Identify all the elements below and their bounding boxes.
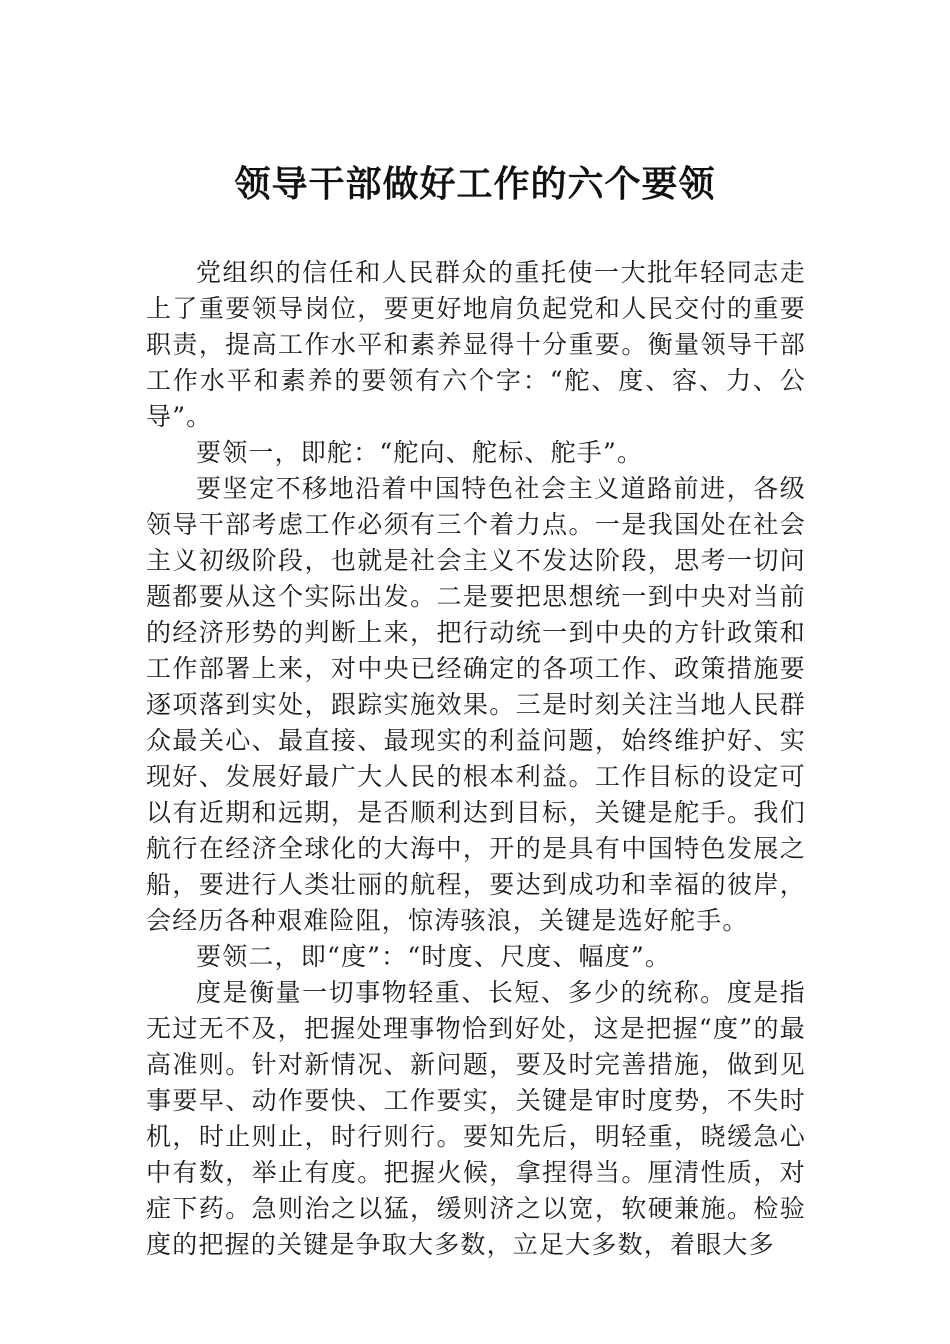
document-body [146, 255, 806, 1263]
paragraph-heading-2: 要领二，即“度”：“时度、尺度、幅度”。 [196, 942, 672, 971]
paragraph-content-1: 要坚定不移地沿着中国特色社会主义道路前进，各级领导干部考虑工作必须有三个着力点。一是我国处在社会主义初级阶段，也就是社会主义不发达阶段，思考一切问题都要从这个实际出发。二是要把思想统一到中央对当前的经济形势的判断上来，把行动统一到中央的方针政策和工作部署上来，对中央已经确定的各项工作、政策措施要逐项落到实处，跟踪实施效果。三是时刻关注当地人民群众最关心、最直接、最现实的利益问题，始终维护好、实现好、发展好最广大人民的根本利益。工作目标的设定可以有近期和远期，是否顺利达到目标，关键是舵手。我们航行在经济全球化的大海中，开的是具有中国特色发展之船，要进行人类壮丽的航程，要达到成功和幸福的彼岸，会经历各种艰难险阻，惊涛骇浪，关键是选好舵手。 [146, 474, 806, 935]
paragraph-content-2: 度是衡量一切事物轻重、长短、多少的统称。度是指无过无不及，把握处理事物恰到好处，这是把握“度”的最高准则。针对新情况、新问题，要及时完善措施，做到见事要早、动作要快、工作要实，关键是审时度势，不失时机，时止则止，时行则行。要知先后，明轻重，晓缓急心中有数，举止有度。把握火候，拿捏得当。厘清性质，对症下药。急则治之以猛，缓则济之以宽，软硬兼施。检验度的把握的关键是争取大多数，立足大多数，着眼大多 [146, 978, 806, 1259]
paragraph-heading-1: 要领一，即舵：“舵向、舵标、舵手”。 [196, 438, 644, 467]
document-title: 领导干部做好工作的六个要领 [234, 163, 716, 205]
paragraph-intro: 党组织的信任和人民群众的重托使一大批年轻同志走上了重要领导岗位，要更好地肩负起党和人民交付的重要职责，提高工作水平和素养显得十分重要。衡量领导干部工作水平和素养的要领有六个字：“舵、度、容、力、公导”。 [146, 258, 806, 431]
